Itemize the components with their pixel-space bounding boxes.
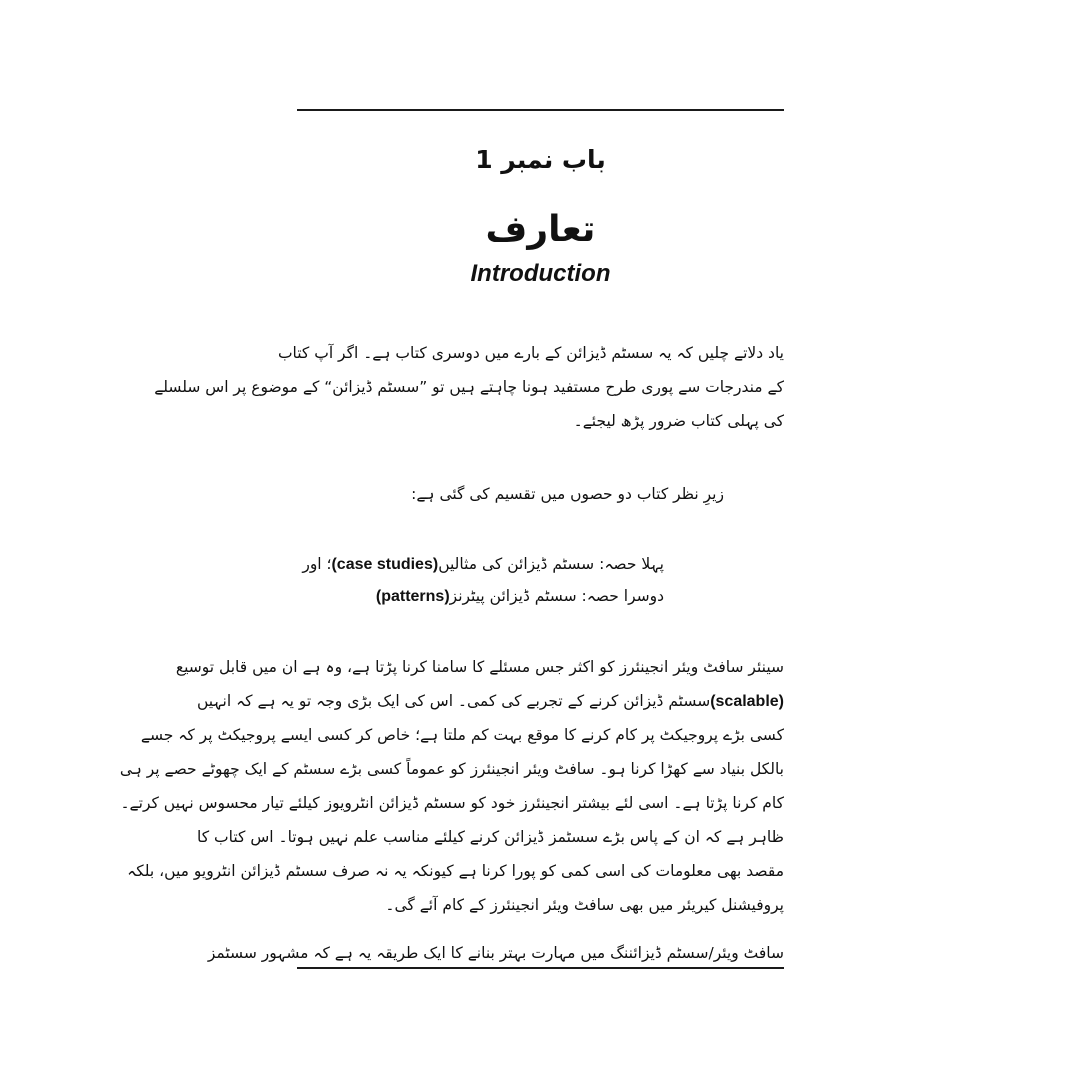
intro-line-2: کے مندرجات سے پوری طرح مستفید ہونا چاہتے ہیں تو ”سسٹم ڈیزائن“ کے موضوع پر اس سلسلے (154, 378, 784, 396)
body-line-5: کام کرنا پڑتا ہے۔ اسی لئے بیشتر انجینئرز خود کو سسٹم ڈیزائن انٹرویوز کیلئے تیار محسوس نہیں کرتے۔ (120, 794, 784, 812)
bottom-divider (297, 967, 784, 969)
chapter-number: باب نمبر 1 (475, 145, 606, 174)
body-line-8: پروفیشنل کیریئر میں بھی سافٹ ویئر انجینئرز کے کام آئے گی۔ (385, 896, 784, 914)
top-divider (297, 109, 784, 111)
body-line-3: کسی بڑے پروجیکٹ پر کام کرنے کا موقع بہت کم ملتا ہے؛ خاص کر کسی ایسے پروجیکٹ پر کہ جسے (140, 726, 784, 744)
chapter-title-urdu: تعارف (485, 209, 596, 250)
intro-line-3: کی پہلی کتاب ضرور پڑھ لیجئے۔ (573, 412, 784, 430)
body-line-4: بالکل بنیاد سے کھڑا کرنا ہو۔ سافٹ ویئر انجینئرز کو عموماً کسی بڑے سسٹم کے ایک چھوٹے حصے پر ہی (119, 760, 784, 778)
chapter-title-english: Introduction (470, 260, 611, 287)
page-last-line: سافٹ ویئر/سسٹم ڈیزائننگ میں مہارت بہتر بنانے کا ایک طریقہ یہ ہے کہ مشہور سسٹمز (207, 944, 784, 962)
body-line-2 (196, 684, 784, 718)
body-paragraph (119, 650, 784, 922)
book-parts-list (297, 548, 784, 612)
book-page (119, 0, 784, 1080)
part-two (297, 580, 664, 612)
division-intro: زیرِ نظر کتاب دو حصوں میں تقسیم کی گئی ہے: (411, 485, 724, 503)
intro-paragraph (154, 336, 784, 438)
body-line-1: سینئر سافٹ ویئر انجینئرز کو اکثر جس مسئلے کا سامنا کرنا پڑتا ہے، وہ ہے ان میں قابل توسیع (175, 658, 784, 676)
part-one-label: پہلا حصہ: سسٹم ڈیزائن کی مثالیں (438, 555, 664, 573)
body-line-2-english: (scalable) (710, 693, 784, 710)
body-line-7: مقصد بھی معلومات کی اسی کمی کو پورا کرنا ہے کیونکہ یہ نہ صرف سسٹم ڈیزائن انٹرویو میں، بلکہ (127, 862, 784, 880)
intro-line-1: یاد دلاتے چلیں کہ یہ سسٹم ڈیزائن کے بارے میں دوسری کتاب ہے۔ اگر آپ کتاب (277, 344, 784, 362)
part-two-label: دوسرا حصہ: سسٹم ڈیزائن پیٹرنز (449, 587, 664, 605)
part-two-english: (patterns) (375, 588, 450, 605)
part-one (297, 548, 664, 580)
body-line-2-urdu: سسٹم ڈیزائن کرنے کے تجربے کی کمی۔ اس کی ایک بڑی وجہ تو یہ ہے کہ انہیں (196, 692, 711, 710)
part-one-english: (case studies) (331, 556, 439, 573)
body-line-6: ظاہر ہے کہ ان کے پاس بڑے سسٹمز ڈیزائن کرنے کیلئے مناسب علم نہیں ہوتا۔ اس کتاب کا (197, 828, 784, 846)
part-one-suffix: ؛ اور (302, 555, 332, 573)
